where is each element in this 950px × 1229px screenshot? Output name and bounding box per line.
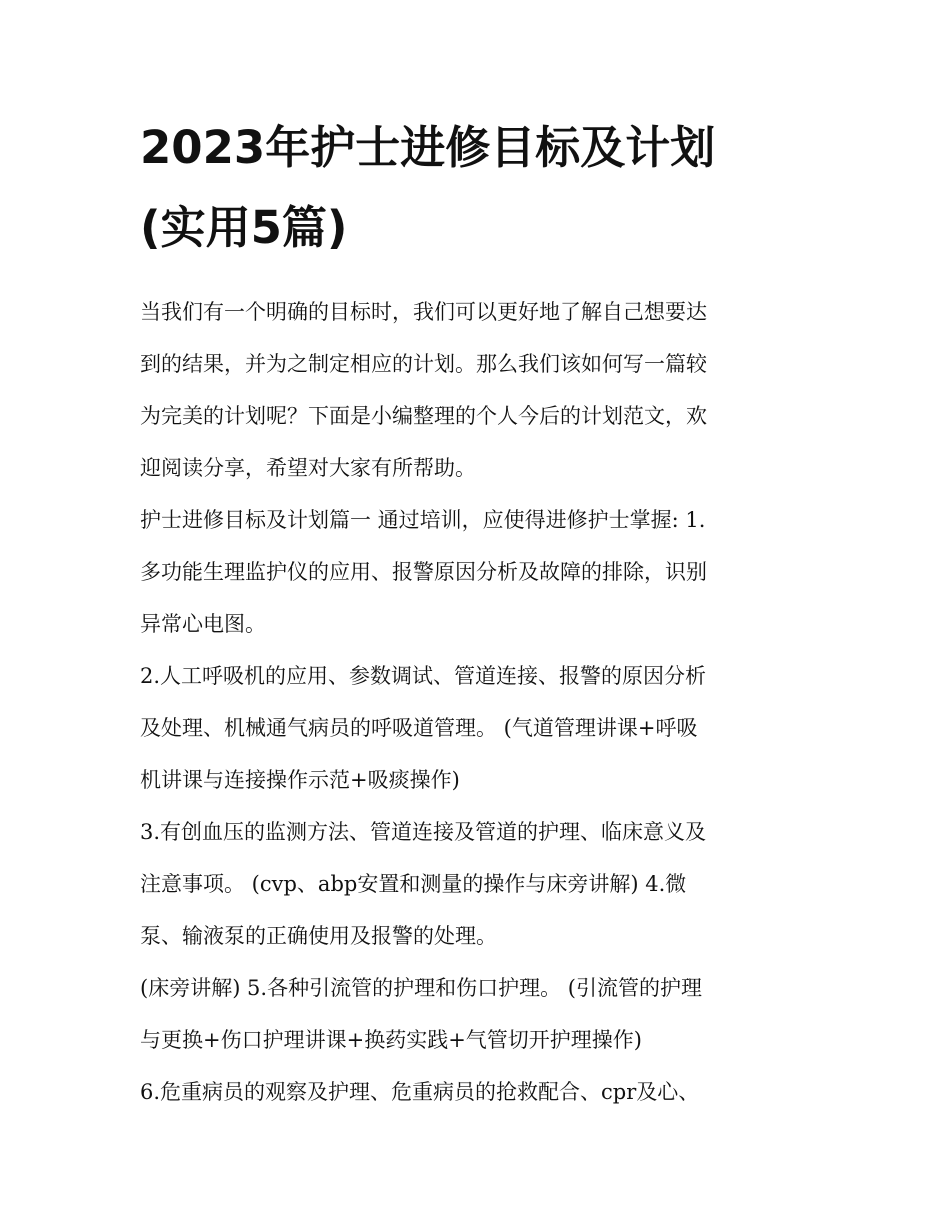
body-line: 异常心电图。 bbox=[140, 612, 266, 636]
body-line: 6.危重病员的观察及护理、危重病员的抢救配合、cpr及心、 bbox=[140, 1080, 700, 1104]
body-line: 3.有创血压的监测方法、管道连接及管道的护理、临床意义及 bbox=[140, 820, 707, 844]
title-line-1: 2023年护士进修目标及计划 bbox=[140, 121, 716, 174]
body-line: (床旁讲解) 5.各种引流管的护理和伤口护理。 (引流管的护理 bbox=[140, 976, 702, 1000]
body-line: 迎阅读分享，希望对大家有所帮助。 bbox=[140, 456, 476, 480]
title-line-2: (实用5篇) bbox=[140, 201, 348, 254]
body-line: 为完美的计划呢？下面是小编整理的个人今后的计划范文，欢 bbox=[140, 404, 707, 428]
body-line: 机讲课与连接操作示范+吸痰操作) bbox=[140, 768, 460, 792]
body-line: 2.人工呼吸机的应用、参数调试、管道连接、报警的原因分析 bbox=[140, 664, 707, 688]
document-title bbox=[140, 118, 816, 258]
body-line: 到的结果，并为之制定相应的计划。那么我们该如何写一篇较 bbox=[140, 352, 707, 376]
body-line: 当我们有一个明确的目标时，我们可以更好地了解自己想要达 bbox=[140, 300, 707, 324]
body-line: 注意事项。 (cvp、abp安置和测量的操作与床旁讲解) 4.微 bbox=[140, 872, 687, 896]
document-body bbox=[140, 286, 816, 1118]
body-line: 护士进修目标及计划篇一 通过培训，应使得进修护士掌握: 1. bbox=[140, 508, 706, 532]
body-line: 多功能生理监护仪的应用、报警原因分析及故障的排除，识别 bbox=[140, 560, 707, 584]
body-line: 泵、输液泵的正确使用及报警的处理。 bbox=[140, 924, 497, 948]
body-line: 及处理、机械通气病员的呼吸道管理。 (气道管理讲课+呼吸 bbox=[140, 716, 698, 740]
body-line: 与更换+伤口护理讲课+换药实践+气管切开护理操作) bbox=[140, 1028, 642, 1052]
document-page bbox=[140, 118, 816, 1118]
